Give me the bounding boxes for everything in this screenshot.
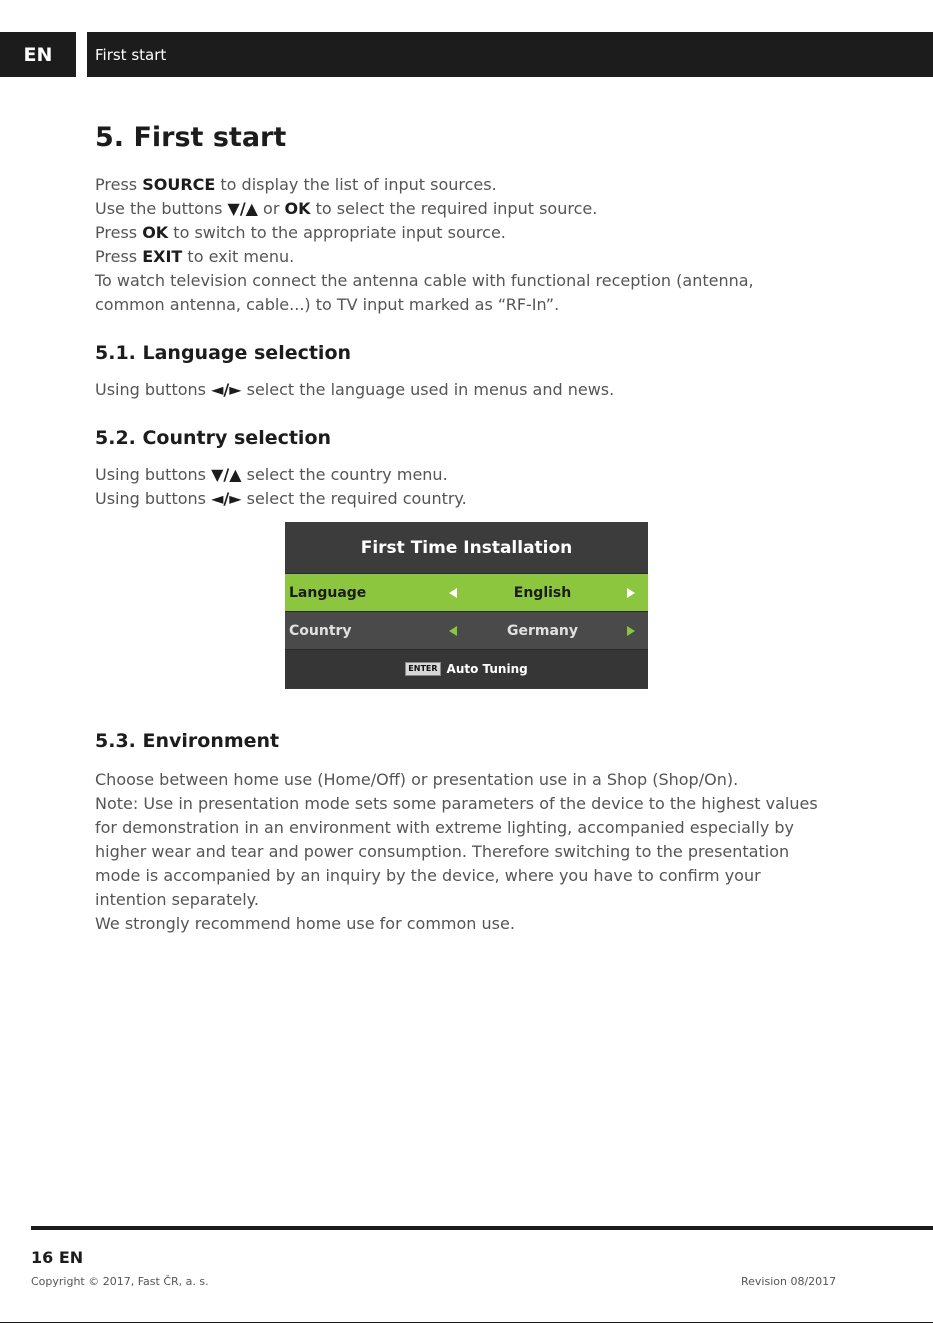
arrow-left-icon — [449, 626, 457, 636]
environment-section-title: 5.3. Environment — [95, 730, 280, 752]
country-section-line-2: Using buttons ◄/► select the required country. — [95, 489, 467, 508]
arrow-right-icon — [627, 588, 635, 598]
copyright-text: Copyright © 2017, Fast ČR, a. s. — [31, 1275, 209, 1288]
footer-divider — [31, 1226, 933, 1230]
bottom-divider — [0, 1322, 933, 1323]
tv-menu-row-label: Language — [289, 584, 367, 601]
language-section-text: Using buttons ◄/► select the language used in menus and news. — [95, 380, 615, 399]
page-number: 16 EN — [31, 1248, 84, 1267]
language-tab — [0, 32, 76, 77]
country-section-line-1: Using buttons ▼/▲ select the country menu. — [95, 465, 448, 484]
intro-line-4: Press EXIT to exit menu. — [95, 247, 295, 266]
language-code: EN — [23, 43, 53, 66]
page-title: 5. First start — [95, 122, 287, 153]
tv-menu-row-country — [285, 611, 648, 649]
tv-menu-title: First Time Installation — [360, 537, 573, 558]
revision-text: Revision 08/2017 — [741, 1275, 837, 1288]
tv-menu-title-row — [285, 522, 648, 573]
tv-menu-row-label: Country — [289, 622, 352, 639]
environment-line: Choose between home use (Home/Off) or presentation use in a Shop (Shop/On). — [95, 770, 739, 789]
first-time-installation-menu — [285, 522, 648, 689]
country-section-title: 5.2. Country selection — [95, 427, 332, 449]
intro-line-6: common antenna, cable...) to TV input marked as “RF-In”. — [95, 295, 560, 314]
intro-line-5: To watch television connect the antenna cable with functional reception (antenna, — [95, 271, 754, 290]
header-title: First start — [95, 45, 167, 64]
environment-line: for demonstration in an environment with extreme lighting, accompanied especially by — [95, 818, 795, 837]
tv-menu-row-value: English — [513, 584, 572, 601]
language-section — [95, 340, 614, 402]
tv-menu-row-language — [285, 573, 648, 611]
tv-menu-footer — [285, 649, 648, 688]
environment-line: higher wear and tear and power consumption. Therefore switching to the presentation — [95, 842, 790, 861]
environment-line: intention separately. — [95, 890, 259, 909]
arrow-left-icon — [449, 588, 457, 598]
page-header — [0, 32, 933, 77]
environment-line: We strongly recommend home use for common use. — [95, 914, 515, 933]
arrow-right-icon — [627, 626, 635, 636]
intro-section — [95, 120, 855, 317]
environment-line: mode is accompanied by an inquiry by the device, where you have to confirm your — [95, 866, 761, 885]
language-section-title: 5.1. Language selection — [95, 342, 352, 364]
header-title-bar — [87, 32, 933, 77]
tv-menu-row-value: Germany — [506, 622, 579, 639]
environment-line: Note: Use in presentation mode sets some parameters of the device to the highest values — [95, 794, 818, 813]
tv-menu-footer-text: Auto Tuning — [446, 662, 528, 676]
intro-line-1: Press SOURCE to display the list of input sources. — [95, 175, 497, 194]
intro-line-3: Press OK to switch to the appropriate input source. — [95, 223, 506, 242]
country-section — [95, 425, 467, 511]
environment-section — [95, 728, 818, 936]
intro-line-2: Use the buttons ▼/▲ or OK to select the required input source. — [95, 199, 598, 218]
enter-key-icon: ENTER — [405, 662, 440, 676]
